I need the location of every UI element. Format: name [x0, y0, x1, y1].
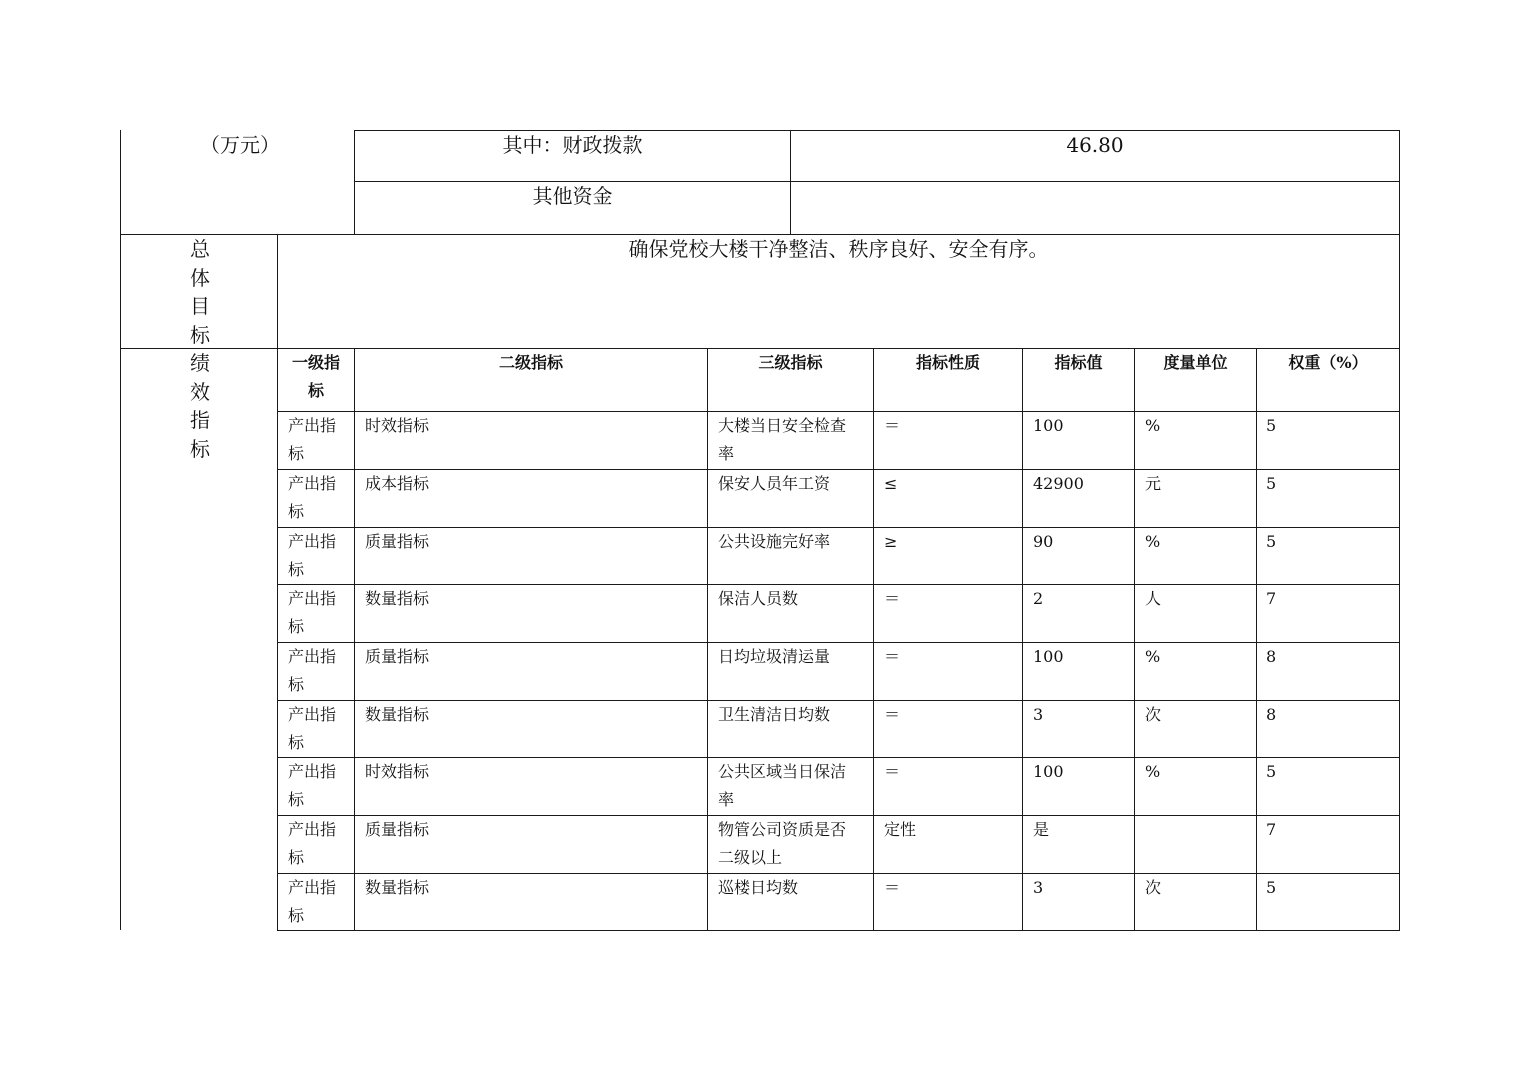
goal-text: 确保党校大楼干净整洁、秩序良好、安全有序。	[628, 237, 1049, 261]
level3-cell-line: 日均垃圾清运量	[718, 647, 831, 666]
weight-cell: 5	[1266, 762, 1277, 781]
level1-cell-line: 标	[288, 733, 305, 752]
level1-cell-line: 标	[288, 617, 305, 636]
goal-label-char: 总	[190, 237, 210, 261]
row-border	[277, 527, 1400, 528]
other-funds-label: 其他资金	[532, 184, 613, 208]
header-nature: 指标性质	[915, 353, 980, 372]
budget-unit-label: （万元）	[200, 133, 280, 157]
level1-cell-line: 产出指	[288, 820, 337, 839]
level1-cell	[288, 643, 336, 699]
fiscal-label: 其中：财政拨款	[502, 133, 643, 157]
unit-cell: 次	[1145, 878, 1162, 897]
level3-cell-line: 保洁人员数	[718, 589, 799, 608]
indicators-label-char: 指	[190, 408, 210, 432]
nature-cell: ＝	[884, 647, 901, 666]
level3-cell	[718, 758, 846, 814]
value-cell: 100	[1033, 647, 1064, 666]
level1-cell	[288, 758, 336, 814]
level1-cell	[288, 470, 336, 526]
level3-cell	[718, 585, 798, 613]
row-border	[277, 700, 1400, 701]
goal-label-char: 标	[190, 322, 210, 347]
col-divider-nature	[873, 348, 874, 931]
level2-cell: 质量指标	[365, 532, 430, 551]
weight-cell: 7	[1266, 820, 1277, 839]
value-cell: 是	[1033, 820, 1050, 839]
level3-cell-line: 卫生清洁日均数	[718, 705, 831, 724]
level1-cell-line: 产出指	[288, 474, 337, 493]
header-level3: 三级指标	[758, 353, 823, 372]
level1-cell	[288, 816, 336, 872]
table-right-border	[1399, 130, 1400, 931]
col-divider-level3	[707, 348, 708, 931]
header-level2: 二级指标	[498, 353, 563, 372]
nature-cell: ＝	[884, 589, 901, 608]
row-border	[277, 873, 1400, 874]
level3-cell	[718, 701, 830, 729]
level1-cell-line: 产出指	[288, 878, 337, 897]
col-divider-level2	[354, 348, 355, 931]
nature-cell: ＝	[884, 705, 901, 724]
level3-cell-line: 率	[718, 444, 735, 463]
level1-cell	[288, 701, 336, 757]
level1-cell	[288, 528, 336, 584]
level1-cell-line: 标	[288, 560, 305, 579]
level1-cell-line: 标	[288, 502, 305, 521]
goal-label-char: 目	[190, 294, 210, 318]
level3-cell	[718, 412, 846, 468]
level1-cell-line: 标	[288, 848, 305, 867]
level3-cell-line: 巡楼日均数	[718, 878, 799, 897]
level1-cell-line: 标	[288, 444, 305, 463]
unit-cell: %	[1145, 762, 1161, 781]
weight-cell: 5	[1266, 532, 1277, 551]
col-divider-weight	[1256, 348, 1257, 931]
row-border	[277, 469, 1400, 470]
level1-cell-line: 产出指	[288, 705, 337, 724]
level3-cell	[718, 816, 846, 872]
value-cell: 2	[1033, 589, 1044, 608]
level1-cell-line: 产出指	[288, 532, 337, 551]
level1-cell-line: 产出指	[288, 762, 337, 781]
nature-cell: 定性	[884, 820, 917, 839]
table-left-border	[120, 130, 121, 930]
unit-cell: 元	[1145, 474, 1162, 493]
row-border	[277, 642, 1400, 643]
nature-cell: ≤	[884, 474, 898, 493]
level3-cell-line: 率	[718, 790, 735, 809]
header-level1-line: 标	[307, 381, 324, 400]
row-border	[277, 584, 1400, 585]
level1-cell-line: 产出指	[288, 416, 337, 435]
col-divider-unit	[1134, 348, 1135, 931]
level2-cell: 数量指标	[365, 589, 430, 608]
weight-cell: 8	[1266, 647, 1277, 666]
header-value: 指标值	[1054, 353, 1103, 372]
indicators-label	[180, 349, 220, 463]
weight-cell: 7	[1266, 589, 1277, 608]
level3-cell-line: 公共设施完好率	[718, 532, 831, 551]
level2-cell: 成本指标	[365, 474, 430, 493]
header-level1	[278, 349, 354, 405]
level3-cell	[718, 874, 798, 902]
level1-cell-line: 标	[288, 906, 305, 925]
level1-cell-line: 标	[288, 790, 305, 809]
value-cell: 100	[1033, 762, 1064, 781]
weight-cell: 5	[1266, 416, 1277, 435]
level2-cell: 数量指标	[365, 878, 430, 897]
unit-cell: 人	[1145, 589, 1162, 608]
header-level1-line: 一级指	[291, 353, 340, 372]
indicators-label-char: 绩	[190, 351, 210, 375]
weight-cell: 8	[1266, 705, 1277, 724]
level2-cell: 数量指标	[365, 705, 430, 724]
col-divider-value	[1022, 348, 1023, 931]
header-weight: 权重（%）	[1288, 353, 1368, 372]
level1-cell	[288, 874, 336, 930]
weight-cell: 5	[1266, 878, 1277, 897]
level2-cell: 时效指标	[365, 416, 430, 435]
nature-cell: ＝	[884, 762, 901, 781]
nature-cell: ≥	[884, 532, 898, 551]
value-cell: 90	[1033, 532, 1054, 551]
level1-cell-line: 标	[288, 675, 305, 694]
table-bottom-border	[277, 930, 1400, 931]
nature-cell: ＝	[884, 416, 901, 435]
level3-cell	[718, 643, 830, 671]
unit-cell: 次	[1145, 705, 1162, 724]
level3-cell-line: 二级以上	[718, 848, 783, 867]
unit-cell: %	[1145, 532, 1161, 551]
level2-cell: 质量指标	[365, 820, 430, 839]
level3-cell	[718, 470, 830, 498]
nature-cell: ＝	[884, 878, 901, 897]
level2-cell: 时效指标	[365, 762, 430, 781]
unit-cell: %	[1145, 416, 1161, 435]
level1-cell	[288, 585, 336, 641]
level1-cell	[288, 412, 336, 468]
goal-label	[180, 235, 220, 349]
level1-cell-line: 产出指	[288, 647, 337, 666]
level3-cell	[718, 528, 830, 556]
level3-cell-line: 物管公司资质是否	[718, 820, 847, 839]
value-cell: 3	[1033, 878, 1044, 897]
level2-cell: 质量指标	[365, 647, 430, 666]
level3-cell-line: 大楼当日安全检查	[718, 416, 847, 435]
unit-cell: %	[1145, 647, 1161, 666]
level3-cell-line: 保安人员年工资	[718, 474, 831, 493]
weight-cell: 5	[1266, 474, 1277, 493]
value-cell: 100	[1033, 416, 1064, 435]
goal-label-char: 体	[190, 265, 210, 290]
value-cell: 42900	[1033, 474, 1084, 493]
level3-cell-line: 公共区域当日保洁	[718, 762, 847, 781]
indicators-label-char: 效	[190, 379, 210, 404]
indicators-label-char: 标	[190, 436, 210, 461]
header-unit: 度量单位	[1163, 353, 1228, 372]
label-column-divider	[277, 234, 278, 931]
fiscal-value: 46.80	[1066, 133, 1124, 157]
level1-cell-line: 产出指	[288, 589, 337, 608]
value-cell: 3	[1033, 705, 1044, 724]
